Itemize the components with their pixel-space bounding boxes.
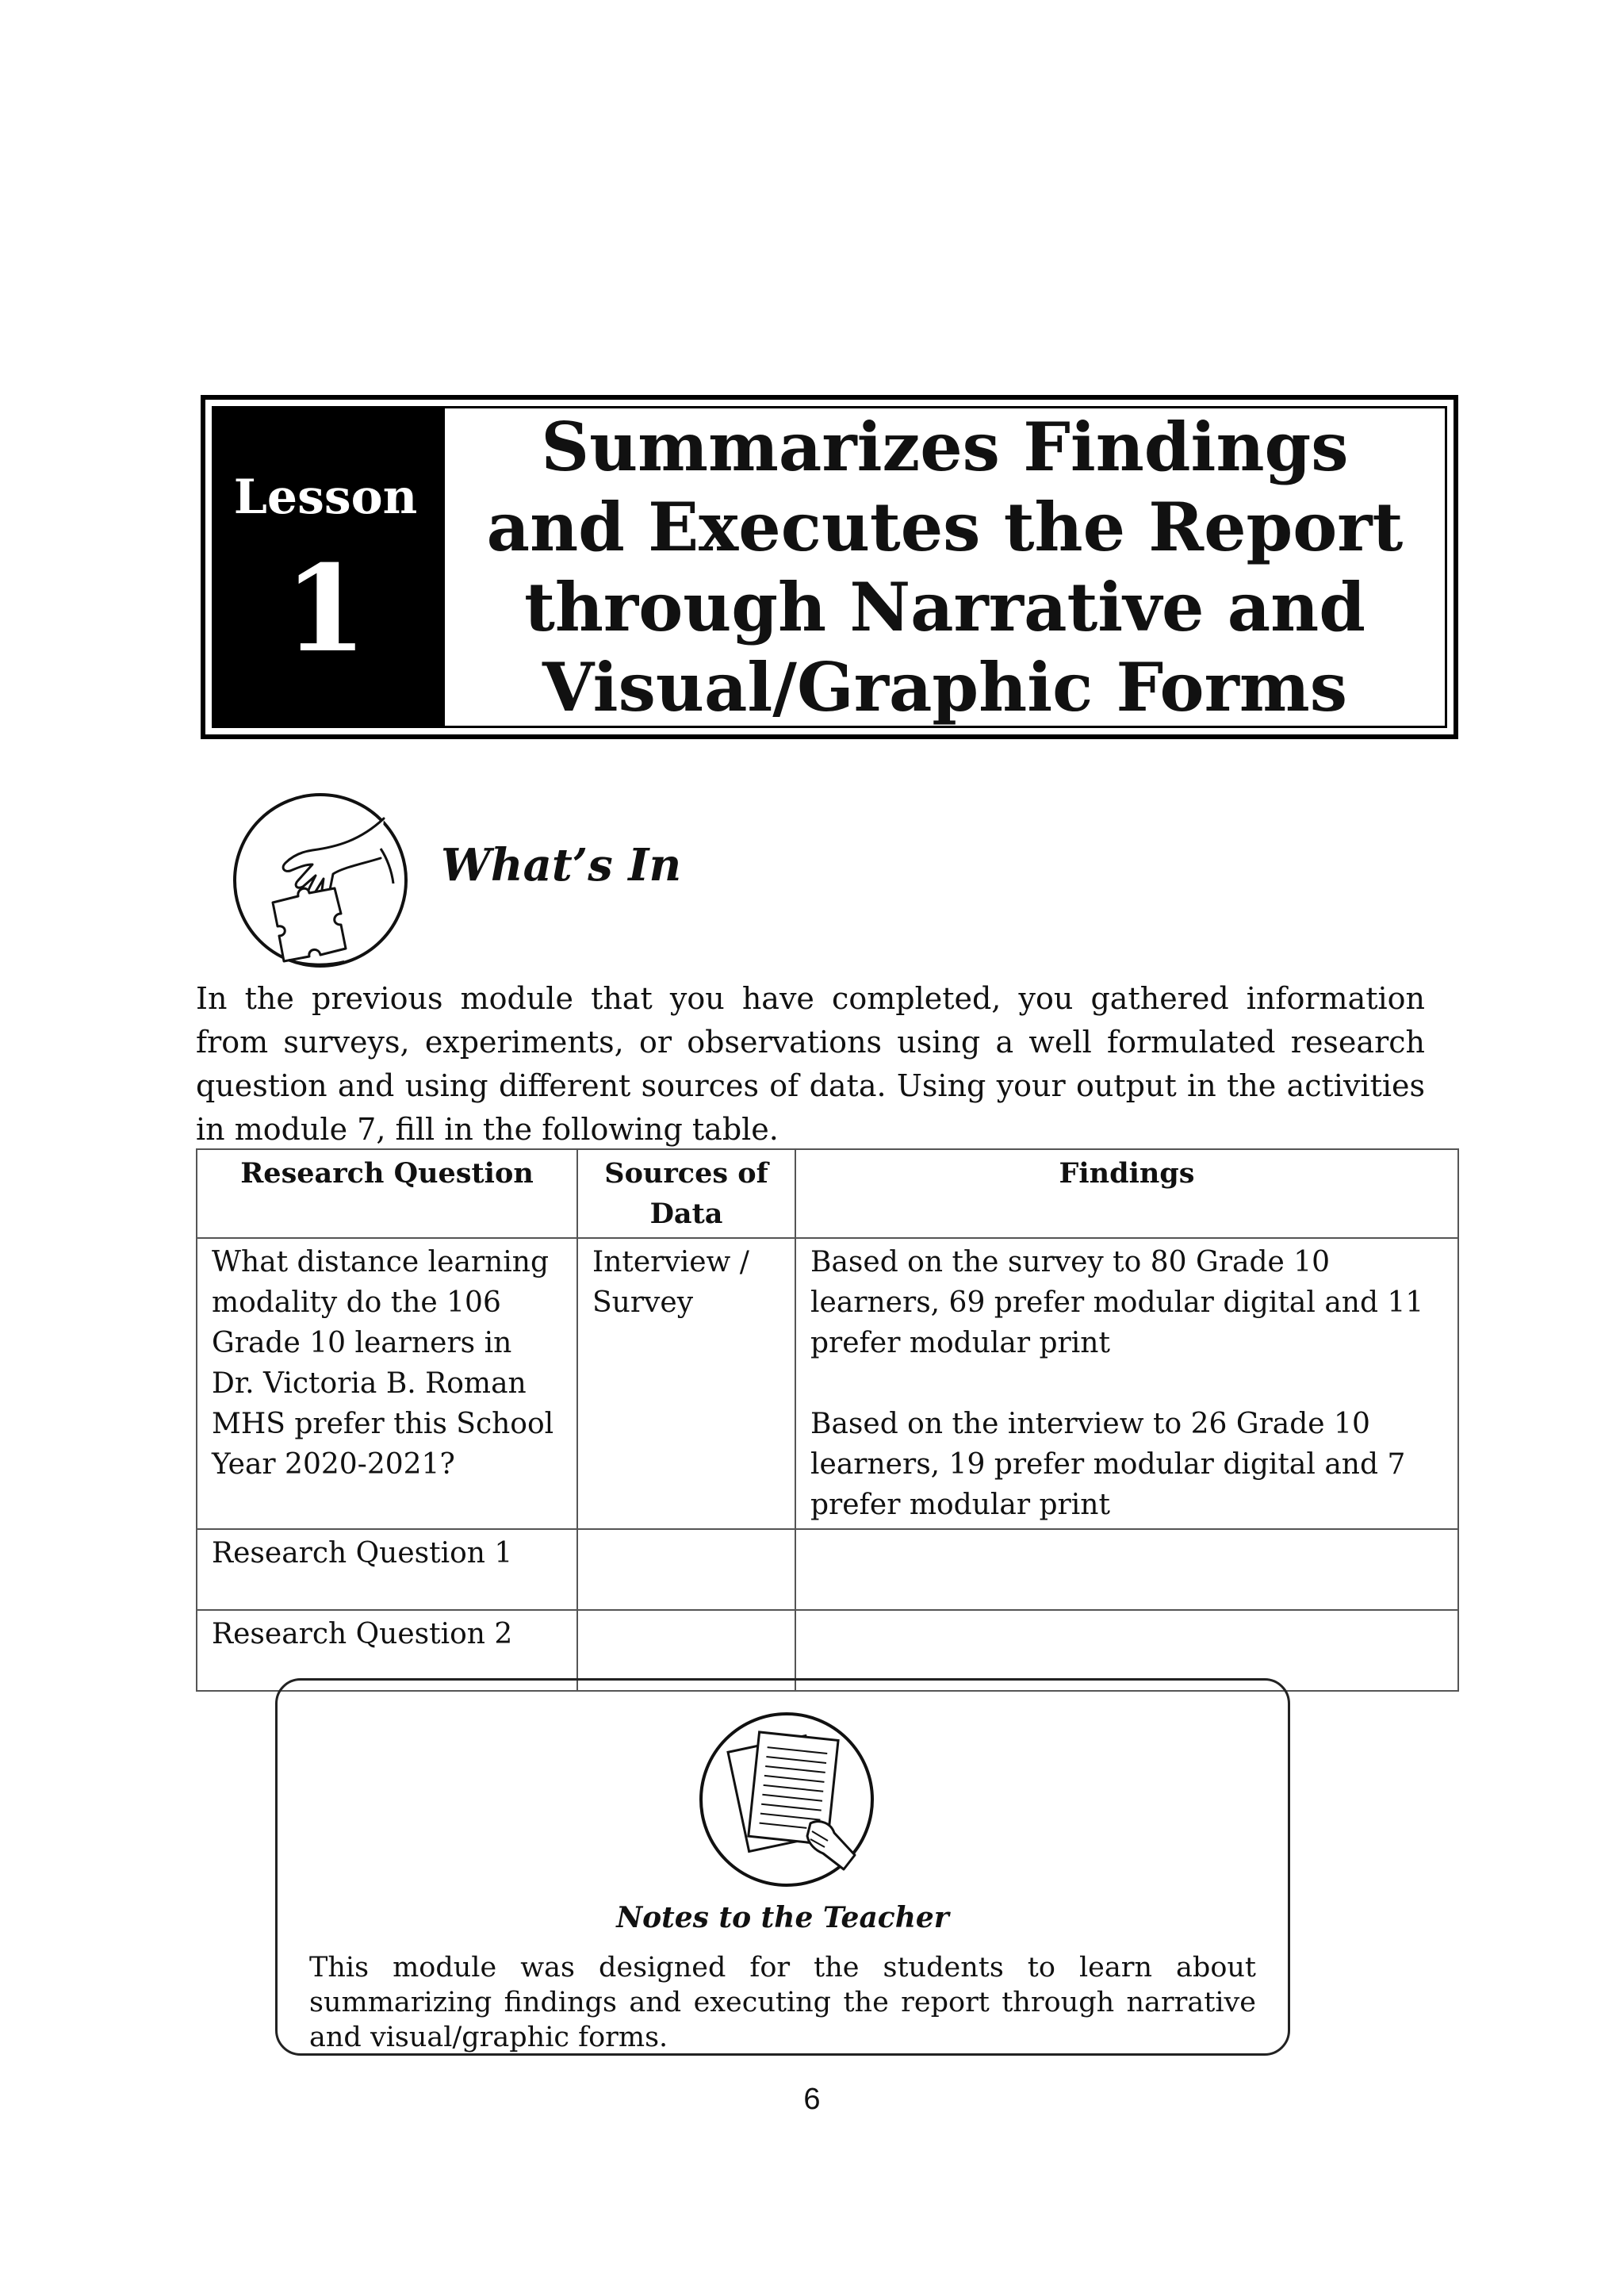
lesson-title-box [442,408,1445,726]
lesson-banner [201,395,1458,739]
table-header-row [197,1149,1458,1238]
lesson-title: Summarizes Findings and Executes the Report through Narrative and Visual/Graphic Forms [486,408,1404,726]
header-sources-of-data: Sources of Data [577,1149,795,1238]
cell-sources: Interview / Survey [577,1238,795,1529]
lesson-number-box [214,408,442,726]
header-findings: Findings [795,1149,1458,1238]
lesson-label: Lesson [233,470,418,525]
table-row [197,1529,1458,1610]
lesson-banner-inner [212,406,1447,728]
papers-hand-icon [691,1704,882,1895]
whats-in-heading: What’s In [441,839,682,891]
notes-body: This module was designed for the students to learn about summarizing findings and executing the report through narrative and visual/graphic forms. [309,1952,1256,2053]
page-number: 6 [803,2083,821,2116]
cell-question: What distance learning modality do the 106 Grade 10 learners in Dr. Victoria B. Roman MHS prefer this School Year 2020-2021? [197,1238,577,1529]
cell-question[interactable]: Research Question 1 [197,1529,577,1610]
research-table [196,1148,1459,1692]
table-row [197,1238,1458,1529]
finding-interview: Based on the interview to 26 Grade 10 learners, 19 prefer modular digital and 7 prefer modular print [810,1408,1406,1521]
whats-in-intro: In the previous module that you have completed, you gathered information from surveys, experiments, or observations using a well formulated research question and using different sources of data. Using your output in the activities in module 7, fill in the following table. [196,981,1425,1147]
cell-findings [795,1238,1458,1529]
header-research-question: Research Question [197,1149,577,1238]
cell-findings[interactable] [795,1529,1458,1610]
notes-heading: Notes to the Teacher [616,1901,949,1934]
puzzle-hand-icon [225,785,416,976]
notes-to-teacher-box [275,1678,1290,2056]
cell-sources[interactable] [577,1529,795,1610]
lesson-number: 1 [284,539,367,679]
finding-survey: Based on the survey to 80 Grade 10 learners, 69 prefer modular digital and 11 prefer modular print [810,1246,1424,1359]
cell-question[interactable]: Research Question 2 [197,1610,577,1691]
